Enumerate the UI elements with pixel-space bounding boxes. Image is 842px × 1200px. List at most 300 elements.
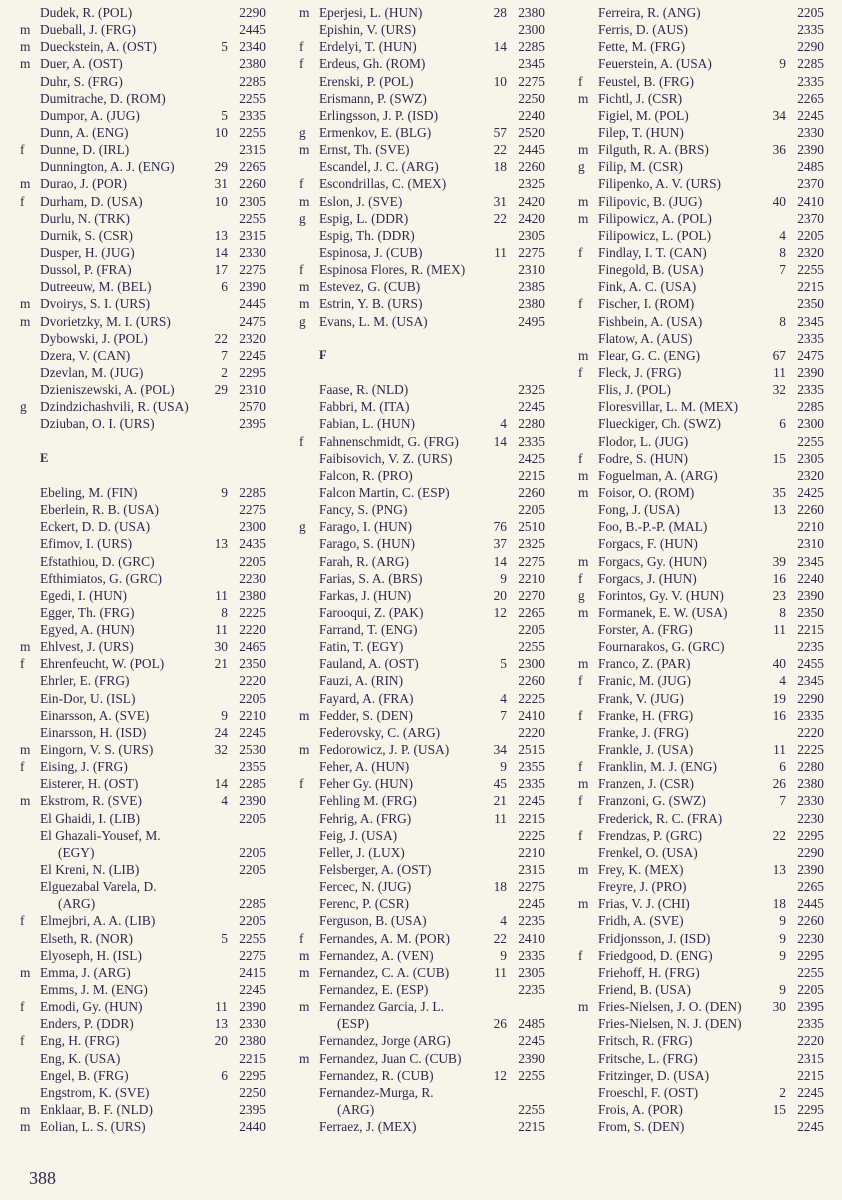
player-name: Ehlvest, J. (URS) xyxy=(40,639,134,655)
games-count: 5 xyxy=(221,39,228,55)
player-entry xyxy=(572,227,830,244)
player-entry xyxy=(572,364,830,381)
elo-rating: 2355 xyxy=(239,759,266,775)
player-entry xyxy=(572,313,830,330)
player-entry xyxy=(293,1050,551,1067)
player-name: Friehoff, H. (FRG) xyxy=(598,964,700,980)
player-entry xyxy=(293,484,551,501)
elo-rating: 2390 xyxy=(239,793,266,809)
player-name: Franzoni, G. (SWZ) xyxy=(598,793,706,809)
elo-rating: 2250 xyxy=(518,90,545,106)
player-name: Escondrillas, C. (MEX) xyxy=(319,176,447,192)
title-code: f xyxy=(578,707,583,723)
player-entry xyxy=(293,38,551,55)
player-entry xyxy=(572,535,830,552)
player-name: Frenkel, O. (USA) xyxy=(598,844,698,860)
player-entry xyxy=(572,433,830,450)
player-entry xyxy=(14,381,272,398)
player-name: (ARG) xyxy=(58,896,96,912)
player-entry xyxy=(14,330,272,347)
games-count: 9 xyxy=(779,930,786,946)
games-count: 13 xyxy=(214,227,228,243)
title-code: m xyxy=(578,484,589,500)
elo-rating: 2420 xyxy=(518,210,545,226)
player-entry xyxy=(293,878,551,895)
player-name: Fayard, A. (FRA) xyxy=(319,690,414,706)
player-name: Elmejbri, A. A. (LIB) xyxy=(40,913,156,929)
elo-rating: 2215 xyxy=(518,810,545,826)
player-name: Emodi, Gy. (HUN) xyxy=(40,999,143,1015)
title-code: m xyxy=(578,347,589,363)
player-entry xyxy=(293,210,551,227)
games-count: 22 xyxy=(772,827,786,843)
spacer xyxy=(293,330,551,347)
player-entry xyxy=(14,21,272,38)
player-name: Elyoseph, H. (ISL) xyxy=(40,947,142,963)
games-count: 9 xyxy=(221,484,228,500)
games-count: 13 xyxy=(214,1016,228,1032)
player-entry xyxy=(572,570,830,587)
title-code: m xyxy=(578,999,589,1015)
title-code: m xyxy=(578,862,589,878)
player-entry xyxy=(14,775,272,792)
player-entry xyxy=(14,621,272,638)
player-entry xyxy=(572,4,830,21)
player-name: Franzen, J. (CSR) xyxy=(598,776,694,792)
player-entry xyxy=(572,775,830,792)
player-entry xyxy=(293,501,551,518)
games-count: 24 xyxy=(214,724,228,740)
elo-rating: 2425 xyxy=(518,450,545,466)
elo-rating: 2210 xyxy=(239,707,266,723)
games-count: 11 xyxy=(773,622,786,638)
elo-rating: 2230 xyxy=(797,810,824,826)
title-code: f xyxy=(20,999,25,1015)
title-code: g xyxy=(299,313,306,329)
elo-rating: 2220 xyxy=(518,724,545,740)
player-entry xyxy=(293,175,551,192)
player-name: Emma, J. (ARG) xyxy=(40,964,131,980)
elo-rating: 2285 xyxy=(797,56,824,72)
player-name: Flatow, A. (AUS) xyxy=(598,330,693,346)
player-name: Engstrom, K. (SVE) xyxy=(40,1084,150,1100)
games-count: 9 xyxy=(500,570,507,586)
player-entry xyxy=(14,1101,272,1118)
title-code: f xyxy=(578,296,583,312)
player-entry xyxy=(14,313,272,330)
player-entry xyxy=(572,741,830,758)
games-count: 19 xyxy=(772,690,786,706)
player-name: Dueckstein, A. (OST) xyxy=(40,39,157,55)
player-entry xyxy=(572,518,830,535)
games-count: 9 xyxy=(500,947,507,963)
player-name: Filipowicz, L. (POL) xyxy=(598,227,712,243)
player-entry xyxy=(293,467,551,484)
player-name: Franklin, M. J. (ENG) xyxy=(598,759,718,775)
elo-rating: 2255 xyxy=(797,262,824,278)
elo-rating: 2530 xyxy=(239,742,266,758)
player-entry xyxy=(14,947,272,964)
elo-rating: 2390 xyxy=(797,862,824,878)
title-code: f xyxy=(299,930,304,946)
elo-rating: 2285 xyxy=(239,776,266,792)
player-name: Efthimiatos, G. (GRC) xyxy=(40,570,162,586)
title-code: f xyxy=(578,759,583,775)
player-name: Estrin, Y. B. (URS) xyxy=(319,296,423,312)
games-count: 11 xyxy=(773,742,786,758)
player-name: Einarsson, H. (ISD) xyxy=(40,724,147,740)
player-name: Franke, H. (FRG) xyxy=(598,707,694,723)
elo-rating: 2410 xyxy=(518,707,545,723)
elo-rating: 2310 xyxy=(797,536,824,552)
elo-rating: 2340 xyxy=(239,39,266,55)
player-name: Dumitrache, D. (ROM) xyxy=(40,90,166,106)
player-name: Fischer, I. (ROM) xyxy=(598,296,695,312)
elo-rating: 2255 xyxy=(239,210,266,226)
games-count: 9 xyxy=(779,913,786,929)
title-code: g xyxy=(20,399,27,415)
games-count: 14 xyxy=(493,553,507,569)
spacer xyxy=(14,467,272,484)
player-entry xyxy=(14,261,272,278)
elo-rating: 2390 xyxy=(797,142,824,158)
player-entry xyxy=(572,1084,830,1101)
elo-rating: 2230 xyxy=(239,570,266,586)
player-name: Efimov, I. (URS) xyxy=(40,536,133,552)
elo-rating: 2275 xyxy=(239,262,266,278)
elo-rating: 2415 xyxy=(239,964,266,980)
player-entry xyxy=(572,1015,830,1032)
elo-rating: 2230 xyxy=(797,930,824,946)
games-count: 18 xyxy=(493,159,507,175)
elo-rating: 2300 xyxy=(518,22,545,38)
player-entry xyxy=(14,124,272,141)
title-code: m xyxy=(20,1102,31,1117)
games-count: 13 xyxy=(214,536,228,552)
title-code: m xyxy=(299,1050,310,1066)
title-code: m xyxy=(20,296,31,312)
games-count: 14 xyxy=(493,39,507,55)
spacer xyxy=(293,364,551,381)
elo-rating: 2485 xyxy=(518,1016,545,1032)
player-name: Elseth, R. (NOR) xyxy=(40,930,133,946)
elo-rating: 2475 xyxy=(797,347,824,363)
games-count: 5 xyxy=(500,656,507,672)
games-count: 17 xyxy=(214,262,228,278)
player-entry xyxy=(14,998,272,1015)
elo-rating: 2255 xyxy=(518,1067,545,1083)
elo-rating: 2295 xyxy=(239,1067,266,1083)
elo-rating: 2245 xyxy=(797,1119,824,1135)
player-name: Fabbri, M. (ITA) xyxy=(319,399,410,415)
elo-rating: 2385 xyxy=(518,279,545,295)
player-entry xyxy=(14,1032,272,1049)
player-name: Erdeus, Gh. (ROM) xyxy=(319,56,426,72)
elo-rating: 2245 xyxy=(239,724,266,740)
player-name: Erenski, P. (POL) xyxy=(319,73,414,89)
elo-rating: 2435 xyxy=(239,536,266,552)
title-code: f xyxy=(299,776,304,792)
games-count: 22 xyxy=(214,330,228,346)
elo-rating: 2265 xyxy=(518,604,545,620)
player-name: Efstathiou, D. (GRC) xyxy=(40,553,155,569)
elo-rating: 2275 xyxy=(518,73,545,89)
player-entry xyxy=(572,947,830,964)
player-name: (EGY) xyxy=(58,844,95,860)
player-entry xyxy=(14,73,272,90)
player-name: Fries-Nielsen, N. J. (DEN) xyxy=(598,1016,742,1032)
games-count: 6 xyxy=(221,1067,228,1083)
player-name: Frey, K. (MEX) xyxy=(598,862,684,878)
player-name: Eperjesi, L. (HUN) xyxy=(319,5,423,20)
games-count: 11 xyxy=(215,622,228,638)
player-name: Ferris, D. (AUS) xyxy=(598,22,689,38)
elo-rating: 2245 xyxy=(239,347,266,363)
player-name: Federovsky, C. (ARG) xyxy=(319,724,441,740)
elo-rating: 2215 xyxy=(797,1067,824,1083)
player-name: Franic, M. (JUG) xyxy=(598,673,691,689)
player-entry xyxy=(293,604,551,621)
player-entry xyxy=(293,690,551,707)
player-name: Eslon, J. (SVE) xyxy=(319,193,403,209)
player-name: Espinosa Flores, R. (MEX) xyxy=(319,262,466,278)
player-entry xyxy=(14,827,272,844)
player-name: Dzieniszewski, A. (POL) xyxy=(40,382,175,398)
games-count: 11 xyxy=(494,244,507,260)
games-count: 2 xyxy=(221,364,228,380)
games-count: 22 xyxy=(493,930,507,946)
player-name: Espinosa, J. (CUB) xyxy=(319,244,423,260)
player-entry xyxy=(14,227,272,244)
elo-rating: 2290 xyxy=(797,39,824,55)
elo-rating: 2420 xyxy=(518,193,545,209)
player-name: Estevez, G. (CUB) xyxy=(319,279,421,295)
player-entry xyxy=(572,1050,830,1067)
elo-rating: 2245 xyxy=(518,793,545,809)
games-count: 7 xyxy=(221,347,228,363)
player-name: Eng, H. (FRG) xyxy=(40,1033,120,1049)
player-entry xyxy=(572,792,830,809)
player-entry xyxy=(293,415,551,432)
player-entry xyxy=(293,1067,551,1084)
player-entry xyxy=(293,21,551,38)
section-letter-heading xyxy=(293,347,551,364)
player-name: Fichtl, J. (CSR) xyxy=(598,90,683,106)
elo-rating: 2295 xyxy=(797,1102,824,1117)
games-count: 35 xyxy=(772,484,786,500)
player-name: Emms, J. M. (ENG) xyxy=(40,982,148,998)
title-code: m xyxy=(299,296,310,312)
elo-rating: 2380 xyxy=(797,776,824,792)
elo-rating: 2390 xyxy=(239,999,266,1015)
player-name: Forster, A. (FRG) xyxy=(598,622,693,638)
player-entry xyxy=(293,844,551,861)
player-name: Fauzi, A. (RIN) xyxy=(319,673,404,689)
games-count: 34 xyxy=(772,107,786,123)
title-code: m xyxy=(20,39,31,55)
player-entry xyxy=(572,415,830,432)
player-entry xyxy=(572,810,830,827)
player-entry xyxy=(14,518,272,535)
player-entry xyxy=(572,1118,830,1135)
player-entry xyxy=(293,861,551,878)
games-count: 16 xyxy=(772,707,786,723)
title-code: m xyxy=(578,656,589,672)
elo-rating: 2355 xyxy=(518,759,545,775)
page-number: 388 xyxy=(29,1168,56,1188)
elo-rating: 2395 xyxy=(239,416,266,432)
title-code: f xyxy=(578,947,583,963)
player-name: Dueball, J. (FRG) xyxy=(40,22,136,38)
games-count: 10 xyxy=(214,124,228,140)
elo-rating: 2260 xyxy=(797,502,824,518)
title-code: m xyxy=(578,553,589,569)
player-name: Fridh, A. (SVE) xyxy=(598,913,684,929)
games-count: 9 xyxy=(221,707,228,723)
player-entry xyxy=(572,90,830,107)
games-count: 9 xyxy=(500,759,507,775)
player-entry xyxy=(572,672,830,689)
player-entry xyxy=(572,381,830,398)
elo-rating: 2345 xyxy=(797,553,824,569)
games-count: 11 xyxy=(773,364,786,380)
player-entry xyxy=(14,398,272,415)
elo-rating: 2205 xyxy=(239,810,266,826)
title-code: m xyxy=(20,639,31,655)
player-name: Fishbein, A. (USA) xyxy=(598,313,703,329)
elo-rating: 2235 xyxy=(797,639,824,655)
elo-rating: 2255 xyxy=(518,1102,545,1117)
player-name: Feig, J. (USA) xyxy=(319,827,398,843)
elo-rating: 2300 xyxy=(518,656,545,672)
player-name: Dusper, H. (JUG) xyxy=(40,244,135,260)
games-count: 6 xyxy=(779,416,786,432)
player-entry xyxy=(572,553,830,570)
games-count: 6 xyxy=(779,759,786,775)
player-entry xyxy=(572,38,830,55)
player-entry xyxy=(293,55,551,72)
player-name: Dussol, P. (FRA) xyxy=(40,262,132,278)
player-name: Dumpor, A. (JUG) xyxy=(40,107,140,123)
elo-rating: 2260 xyxy=(518,159,545,175)
player-entry xyxy=(14,895,272,912)
games-count: 37 xyxy=(493,536,507,552)
player-name: Egedi, I. (HUN) xyxy=(40,587,128,603)
elo-rating: 2205 xyxy=(239,862,266,878)
player-entry xyxy=(293,895,551,912)
player-entry xyxy=(293,792,551,809)
player-entry xyxy=(14,158,272,175)
player-entry xyxy=(572,330,830,347)
player-name: Feller, J. (LUX) xyxy=(319,844,405,860)
elo-rating: 2395 xyxy=(239,1102,266,1117)
player-entry xyxy=(572,141,830,158)
elo-rating: 2205 xyxy=(797,982,824,998)
player-name: Freyre, J. (PRO) xyxy=(598,879,687,895)
elo-rating: 2390 xyxy=(797,587,824,603)
elo-rating: 2495 xyxy=(518,313,545,329)
player-name: Fedorowicz, J. P. (USA) xyxy=(319,742,450,758)
player-name: Einarsson, A. (SVE) xyxy=(40,707,150,723)
games-count: 14 xyxy=(214,244,228,260)
elo-rating: 2275 xyxy=(518,553,545,569)
elo-rating: 2455 xyxy=(797,656,824,672)
elo-rating: 2235 xyxy=(518,913,545,929)
elo-rating: 2265 xyxy=(797,90,824,106)
elo-rating: 2275 xyxy=(239,502,266,518)
title-code: g xyxy=(299,519,306,535)
player-name: Durao, J. (POR) xyxy=(40,176,128,192)
elo-rating: 2325 xyxy=(518,536,545,552)
elo-rating: 2275 xyxy=(518,879,545,895)
player-entry xyxy=(572,758,830,775)
elo-rating: 2320 xyxy=(797,244,824,260)
elo-rating: 2330 xyxy=(239,1016,266,1032)
player-entry xyxy=(572,450,830,467)
elo-rating: 2245 xyxy=(797,1084,824,1100)
player-entry xyxy=(572,690,830,707)
player-name: Felsberger, A. (OST) xyxy=(319,862,432,878)
player-entry xyxy=(293,947,551,964)
player-entry xyxy=(14,1015,272,1032)
player-entry xyxy=(572,1101,830,1118)
elo-rating: 2225 xyxy=(797,742,824,758)
elo-rating: 2380 xyxy=(239,56,266,72)
player-name: Escandel, J. C. (ARG) xyxy=(319,159,439,175)
games-count: 5 xyxy=(221,107,228,123)
title-code: m xyxy=(578,90,589,106)
title-code: f xyxy=(299,433,304,449)
elo-rating: 2570 xyxy=(239,399,266,415)
player-entry xyxy=(293,261,551,278)
player-name: Fernandez Garcia, J. L. xyxy=(319,999,444,1015)
player-entry xyxy=(293,313,551,330)
games-count: 4 xyxy=(779,673,786,689)
player-name: Feuerstein, A. (USA) xyxy=(598,56,712,72)
player-entry xyxy=(293,912,551,929)
elo-rating: 2260 xyxy=(239,176,266,192)
player-entry xyxy=(14,741,272,758)
elo-rating: 2380 xyxy=(518,5,545,20)
games-count: 9 xyxy=(779,56,786,72)
elo-rating: 2295 xyxy=(239,364,266,380)
title-code: m xyxy=(20,1119,31,1135)
player-name: El Ghaidi, I. (LIB) xyxy=(40,810,141,826)
title-code: m xyxy=(578,142,589,158)
player-entry xyxy=(293,227,551,244)
elo-rating: 2240 xyxy=(518,107,545,123)
elo-rating: 2315 xyxy=(239,227,266,243)
player-entry xyxy=(572,844,830,861)
games-count: 14 xyxy=(493,433,507,449)
title-code: f xyxy=(578,73,583,89)
games-count: 2 xyxy=(779,1084,786,1100)
games-count: 39 xyxy=(772,553,786,569)
player-entry xyxy=(14,1118,272,1135)
games-count: 18 xyxy=(772,896,786,912)
player-entry xyxy=(14,690,272,707)
spacer xyxy=(14,433,272,450)
player-name: Dunne, D. (IRL) xyxy=(40,142,130,158)
elo-rating: 2255 xyxy=(518,639,545,655)
player-entry xyxy=(572,244,830,261)
player-entry xyxy=(293,141,551,158)
elo-rating: 2345 xyxy=(797,673,824,689)
player-name: Fahnenschmidt, G. (FRG) xyxy=(319,433,459,449)
player-entry xyxy=(572,73,830,90)
player-name: Flear, G. C. (ENG) xyxy=(598,347,701,363)
player-name: Dutreeuw, M. (BEL) xyxy=(40,279,152,295)
